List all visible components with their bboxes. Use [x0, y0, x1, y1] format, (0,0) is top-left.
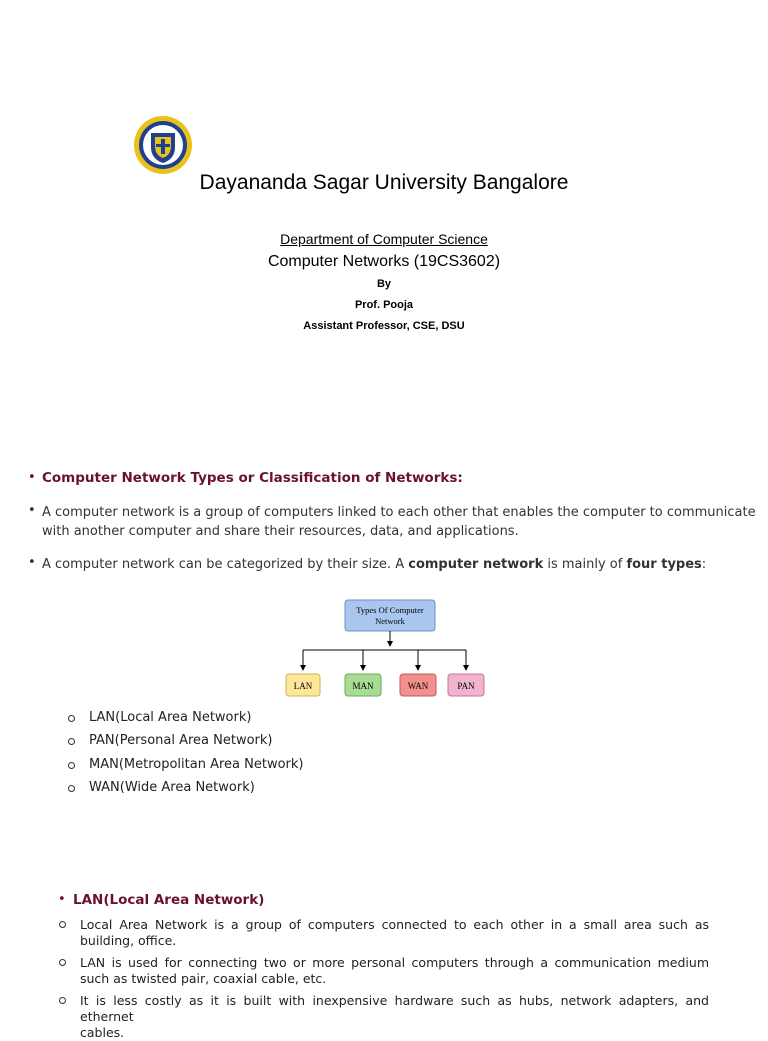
list-item: MAN(Metropolitan Area Network): [89, 757, 304, 772]
lan-description-line: building, office.: [80, 933, 177, 948]
lan-description-line: It is less costly as it is built with inexpensive hardware such as hubs, network adapters, and ethernet: [80, 993, 709, 1024]
diagram-root-label: Types Of Computer: [356, 605, 424, 615]
diagram-node-label: PAN: [457, 681, 475, 691]
bullet-icon: •: [28, 503, 36, 518]
lan-heading: LAN(Local Area Network): [73, 892, 265, 908]
lan-description-item: [80, 917, 709, 949]
circle-bullet-icon: [68, 785, 75, 792]
author-designation: Assistant Professor, CSE, DSU: [303, 320, 465, 332]
by-label: By: [376, 278, 392, 290]
text-run: A computer network can be categorized by their size. A: [42, 557, 409, 572]
diagram-root-label: Network: [375, 616, 405, 626]
bullet-icon: •: [58, 892, 66, 907]
text-run: is mainly of: [543, 557, 627, 572]
university-title: Dayananda Sagar University Bangalore: [199, 171, 569, 194]
text-run-bold: four types: [626, 557, 702, 572]
lan-description-line: Local Area Network is a group of computers connected to each other in a small area such as: [80, 917, 709, 932]
circle-bullet-icon: [59, 997, 66, 1004]
text-run: :: [701, 557, 707, 572]
diagram-node-label: WAN: [407, 681, 429, 691]
list-item: PAN(Personal Area Network): [89, 733, 273, 748]
paragraph-line: with another computer and share their resources, data, and applications.: [42, 524, 519, 539]
university-logo-icon: [133, 115, 193, 175]
bullet-icon: •: [28, 470, 36, 485]
list-item: WAN(Wide Area Network): [89, 780, 255, 795]
circle-bullet-icon: [59, 921, 66, 928]
network-types-diagram: [285, 598, 485, 700]
lan-description-line: cables.: [80, 1025, 125, 1040]
course-title: Computer Networks (19CS3602): [267, 253, 501, 270]
section-heading: Computer Network Types or Classification of Networks:: [42, 470, 463, 486]
diagram-node-label: LAN: [293, 681, 313, 691]
paragraph-line: [42, 555, 706, 574]
lan-description-item: [80, 955, 709, 987]
diagram-node-label: MAN: [352, 681, 374, 691]
circle-bullet-icon: [68, 738, 75, 745]
circle-bullet-icon: [68, 762, 75, 769]
paragraph-line: A computer network is a group of computers linked to each other that enables the computer to communicate: [42, 505, 756, 520]
text-run-bold: computer network: [408, 557, 544, 572]
lan-description-item: [80, 993, 709, 1041]
lan-description-line: LAN is used for connecting two or more personal computers through a communication medium: [80, 955, 709, 970]
author-name: Prof. Pooja: [354, 299, 414, 311]
circle-bullet-icon: [68, 715, 75, 722]
circle-bullet-icon: [59, 959, 66, 966]
lan-description-line: such as twisted pair, coaxial cable, etc.: [80, 971, 327, 986]
list-item: LAN(Local Area Network): [89, 710, 252, 725]
bullet-icon: •: [28, 555, 36, 570]
department-title: Department of Computer Science: [280, 231, 488, 247]
